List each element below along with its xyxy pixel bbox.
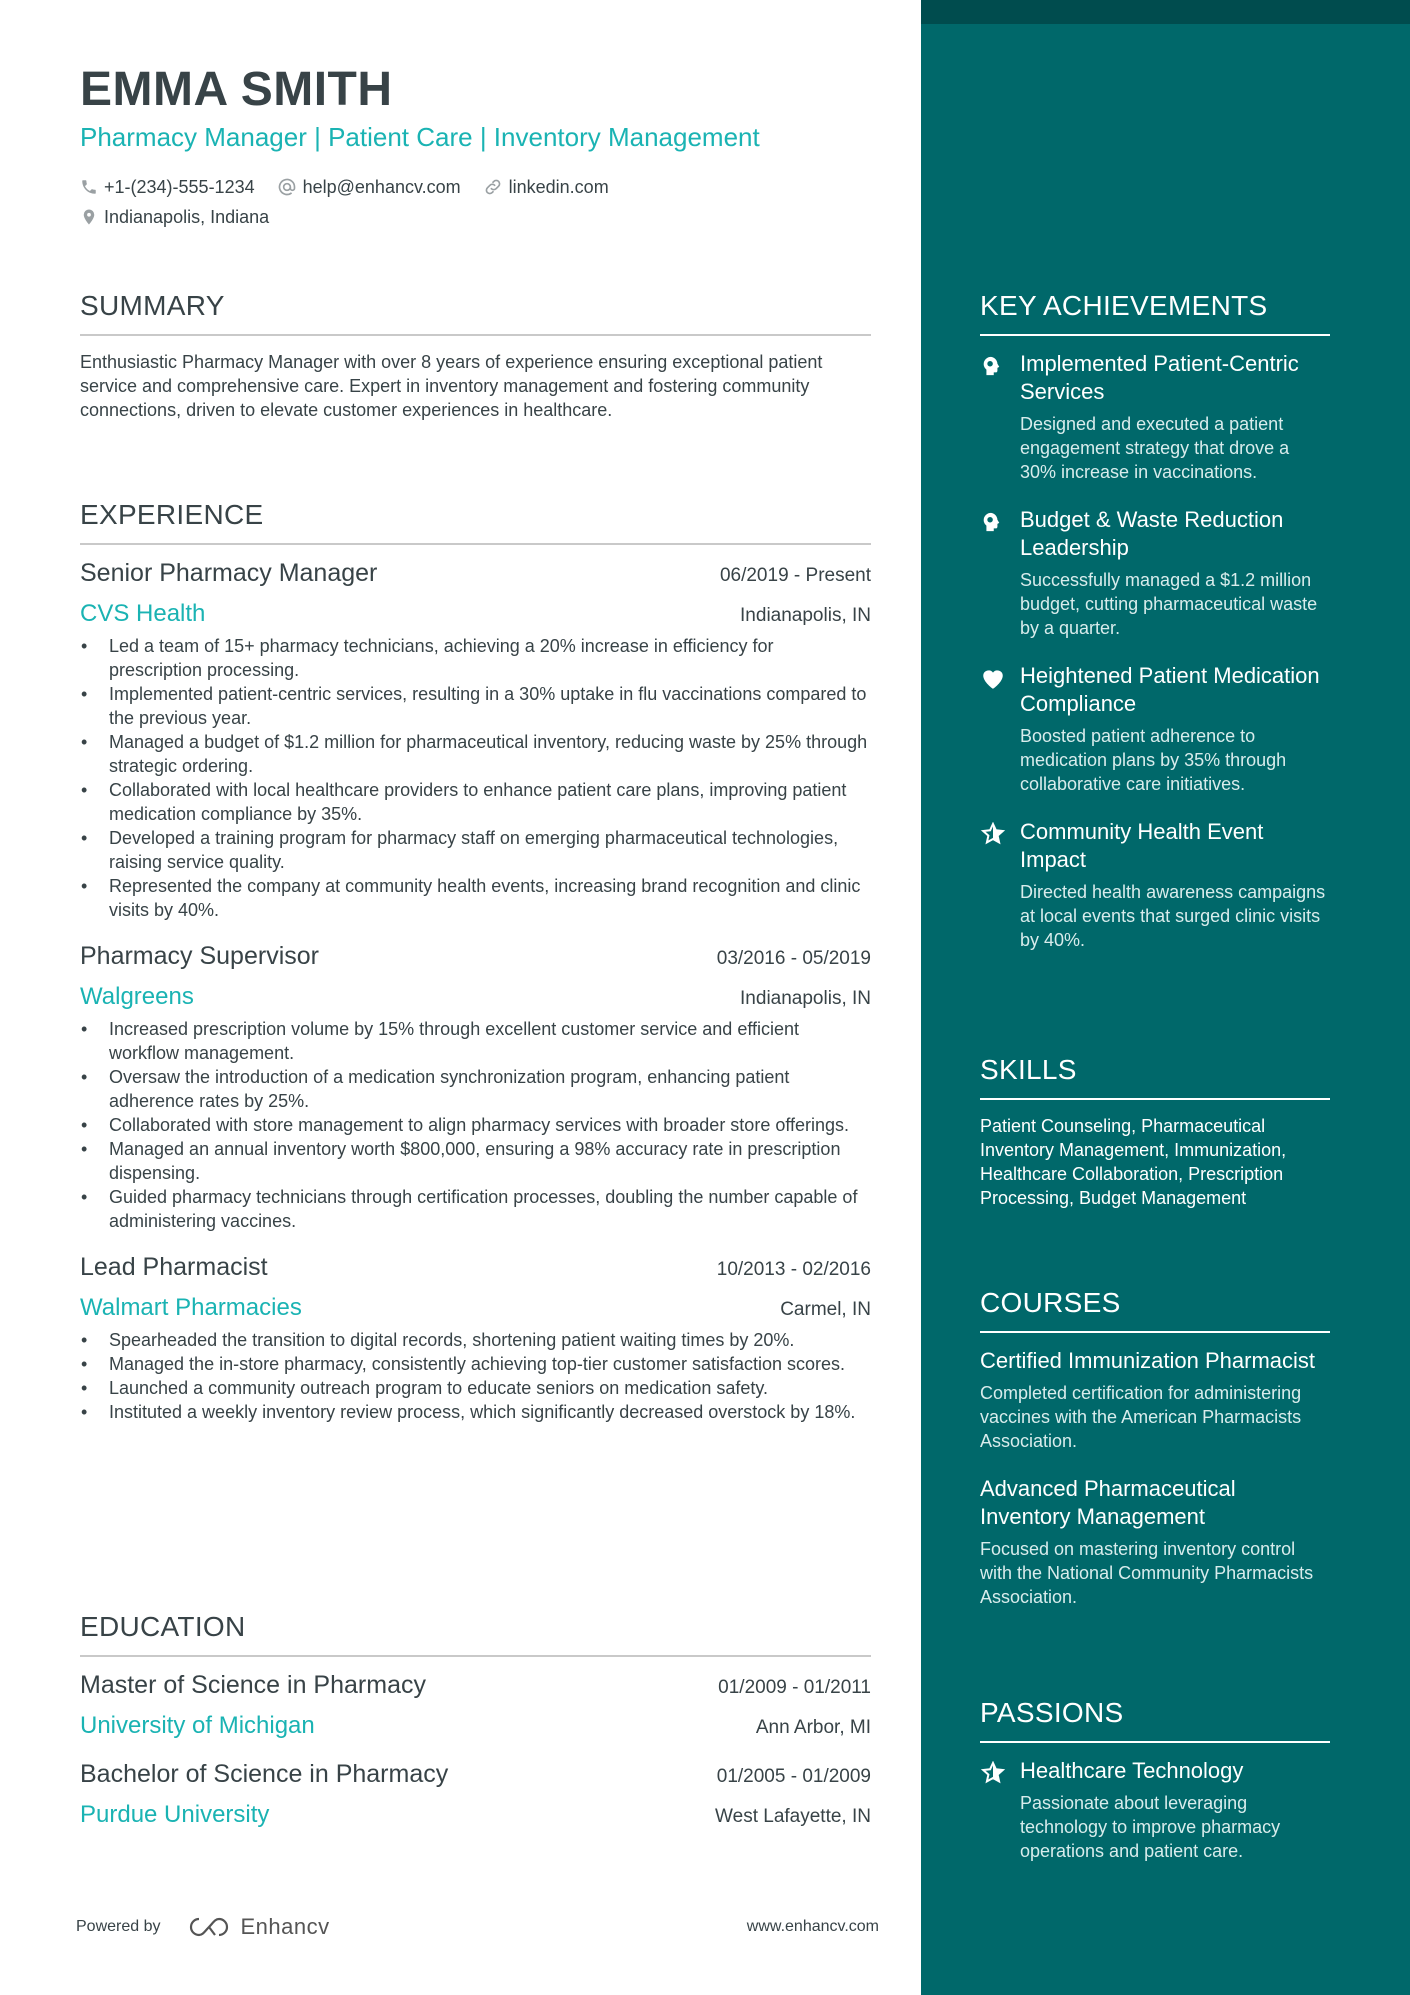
job-bullet: • Managed the in-store pharmacy, consistently achieving top-tier customer satisfaction scores. [80, 1352, 871, 1376]
achievement-description: Designed and executed a patient engagement strategy that drove a 30% increase in vaccinations. [1020, 414, 1290, 482]
enhancv-logo-icon [185, 1915, 233, 1939]
education-entry [80, 1671, 871, 1740]
footer [76, 1914, 879, 1940]
course-item [980, 1475, 1330, 1609]
job-bullet: • Spearheaded the transition to digital records, shortening patient waiting times by 20%. [80, 1328, 871, 1352]
education-entry [80, 1760, 871, 1829]
job-bullet: • Oversaw the introduction of a medication synchronization program, enhancing patient adherence rates by 25%. [80, 1065, 871, 1113]
courses-heading: COURSES [980, 1287, 1330, 1333]
job-bullet: • Instituted a weekly inventory review process, which significantly decreased overstock by 18%. [80, 1400, 871, 1424]
school-location: Ann Arbor, MI [755, 1717, 871, 1738]
passion-item [980, 1757, 1330, 1863]
course-item [980, 1347, 1330, 1453]
education-section [80, 1611, 871, 1829]
job-location: Carmel, IN [780, 1299, 871, 1320]
candidate-title: Pharmacy Manager | Patient Care | Inventory Management [80, 122, 760, 152]
course-title: Certified Immunization Pharmacist [980, 1348, 1316, 1373]
powered-by[interactable] [76, 1914, 330, 1940]
brand-name: Enhancv [240, 1914, 330, 1939]
achievement-title: Implemented Patient-Centric Services [1020, 351, 1299, 404]
candidate-name: EMMA SMITH [80, 63, 393, 116]
passion-description: Passionate about leveraging technology to improve pharmacy operations and patient care. [1020, 1793, 1281, 1861]
skills-heading: SKILLS [980, 1054, 1330, 1100]
course-description: Focused on mastering inventory control with the National Community Pharmacists Association. [980, 1539, 1314, 1607]
head-idea-icon [980, 510, 1002, 534]
at-icon [277, 177, 297, 197]
summary-section [80, 290, 871, 422]
education-date: 01/2005 - 01/2009 [716, 1766, 871, 1787]
job-date: 10/2013 - 02/2016 [716, 1259, 871, 1280]
education-heading: EDUCATION [80, 1611, 871, 1657]
email-text: help@enhancv.com [302, 176, 461, 197]
sidebar [921, 0, 1410, 1995]
achievement-description: Boosted patient adherence to medication plans by 35% through collaborative care initiatives. [1020, 726, 1287, 794]
course-description: Completed certification for administering vaccines with the American Pharmacists Association. [980, 1383, 1302, 1451]
head-idea-icon [980, 354, 1002, 378]
sidebar-top-bar [921, 0, 1410, 24]
job-bullet: • Collaborated with local healthcare providers to enhance patient care plans, improving patient medication compliance by 35%. [80, 778, 871, 826]
achievement-title: Community Health Event Impact [1020, 819, 1264, 872]
location-pin-icon [80, 207, 98, 227]
degree-name: Master of Science in Pharmacy [80, 1671, 426, 1699]
job-entry [80, 559, 871, 922]
achievement-item [980, 818, 1330, 952]
passions-section [980, 1697, 1330, 1863]
job-bullet: • Managed an annual inventory worth $800,000, ensuring a 98% accuracy rate in prescription dispensing. [80, 1137, 871, 1185]
job-bullet: • Implemented patient-centric services, resulting in a 30% uptake in flu vaccinations compared to the previous year. [80, 682, 871, 730]
phone-icon [80, 178, 98, 196]
linkedin-text: linkedin.com [508, 176, 609, 197]
job-bullets [80, 1017, 871, 1233]
job-company: Walgreens [80, 983, 194, 1010]
achievement-title: Budget & Waste Reduction Leadership [1020, 507, 1284, 560]
achievement-item [980, 350, 1330, 484]
email-contact[interactable] [277, 177, 461, 198]
link-icon [483, 177, 503, 197]
summary-text: Enthusiastic Pharmacy Manager with over 8 years of experience ensuring exceptional patient service and comprehensive care. Expert in inventory management and fostering community connections, driven to elevate customer experiences in healthcare. [80, 352, 823, 420]
job-date: 03/2016 - 05/2019 [716, 948, 871, 969]
job-bullet: • Launched a community outreach program to educate seniors on medication safety. [80, 1376, 871, 1400]
school-name: Purdue University [80, 1801, 270, 1828]
star-icon [980, 1761, 1006, 1785]
school-location: West Lafayette, IN [715, 1806, 871, 1827]
phone-contact[interactable] [80, 177, 255, 198]
experience-section [80, 499, 871, 1424]
job-role: Lead Pharmacist [80, 1253, 268, 1281]
job-company: CVS Health [80, 600, 206, 627]
job-entry [80, 942, 871, 1233]
achievement-item [980, 662, 1330, 796]
job-entry [80, 1253, 871, 1424]
star-icon [980, 822, 1006, 846]
passions-heading: PASSIONS [980, 1697, 1330, 1743]
summary-heading: SUMMARY [80, 290, 871, 336]
location-contact [80, 207, 269, 228]
contact-info [80, 172, 870, 232]
courses-section [980, 1287, 1330, 1609]
education-date: 01/2009 - 01/2011 [718, 1677, 871, 1698]
job-role: Pharmacy Supervisor [80, 942, 319, 970]
achievement-description: Directed health awareness campaigns at local events that surged clinic visits by 40%. [1020, 882, 1326, 950]
job-location: Indianapolis, IN [740, 988, 871, 1009]
website-link[interactable]: www.enhancv.com [746, 1918, 879, 1935]
experience-heading: EXPERIENCE [80, 499, 871, 545]
powered-by-label: Powered by [76, 1918, 161, 1935]
achievements-heading: KEY ACHIEVEMENTS [980, 290, 1330, 336]
job-company: Walmart Pharmacies [80, 1294, 302, 1321]
passion-title: Healthcare Technology [1020, 1758, 1244, 1783]
job-role: Senior Pharmacy Manager [80, 559, 378, 587]
achievement-title: Heightened Patient Medication Compliance [1020, 663, 1320, 716]
job-bullet: • Increased prescription volume by 15% through excellent customer service and efficient workflow management. [80, 1017, 871, 1065]
job-bullets [80, 634, 871, 922]
job-bullet: • Developed a training program for pharmacy staff on emerging pharmaceutical technologies, raising service quality. [80, 826, 871, 874]
phone-text: +1-(234)-555-1234 [104, 176, 255, 197]
achievement-item [980, 506, 1330, 640]
degree-name: Bachelor of Science in Pharmacy [80, 1760, 449, 1788]
school-name: University of Michigan [80, 1712, 315, 1739]
job-bullet: • Collaborated with store management to align pharmacy services with broader store offerings. [80, 1113, 871, 1137]
skills-list: Patient Counseling, Pharmaceutical Inventory Management, Immunization, Healthcare Collaboration, Prescription Processing, Budget Management [980, 1116, 1287, 1208]
job-bullets [80, 1328, 871, 1424]
heart-icon [980, 666, 1006, 690]
linkedin-contact[interactable] [483, 177, 609, 198]
job-bullet: • Represented the company at community health events, increasing brand recognition and clinic visits by 40%. [80, 874, 871, 922]
achievements-section [980, 290, 1330, 952]
skills-section [980, 1054, 1330, 1210]
location-text: Indianapolis, Indiana [104, 206, 270, 227]
job-bullet: • Managed a budget of $1.2 million for pharmaceutical inventory, reducing waste by 25% through strategic ordering. [80, 730, 871, 778]
achievement-description: Successfully managed a $1.2 million budget, cutting pharmaceutical waste by a quarter. [1020, 570, 1318, 638]
job-location: Indianapolis, IN [740, 605, 871, 626]
job-bullet: • Guided pharmacy technicians through certification processes, doubling the number capable of administering vaccines. [80, 1185, 871, 1233]
course-title: Advanced Pharmaceutical Inventory Management [980, 1476, 1236, 1529]
job-bullet: • Led a team of 15+ pharmacy technicians, achieving a 20% increase in efficiency for prescription processing. [80, 634, 871, 682]
job-date: 06/2019 - Present [719, 565, 871, 586]
